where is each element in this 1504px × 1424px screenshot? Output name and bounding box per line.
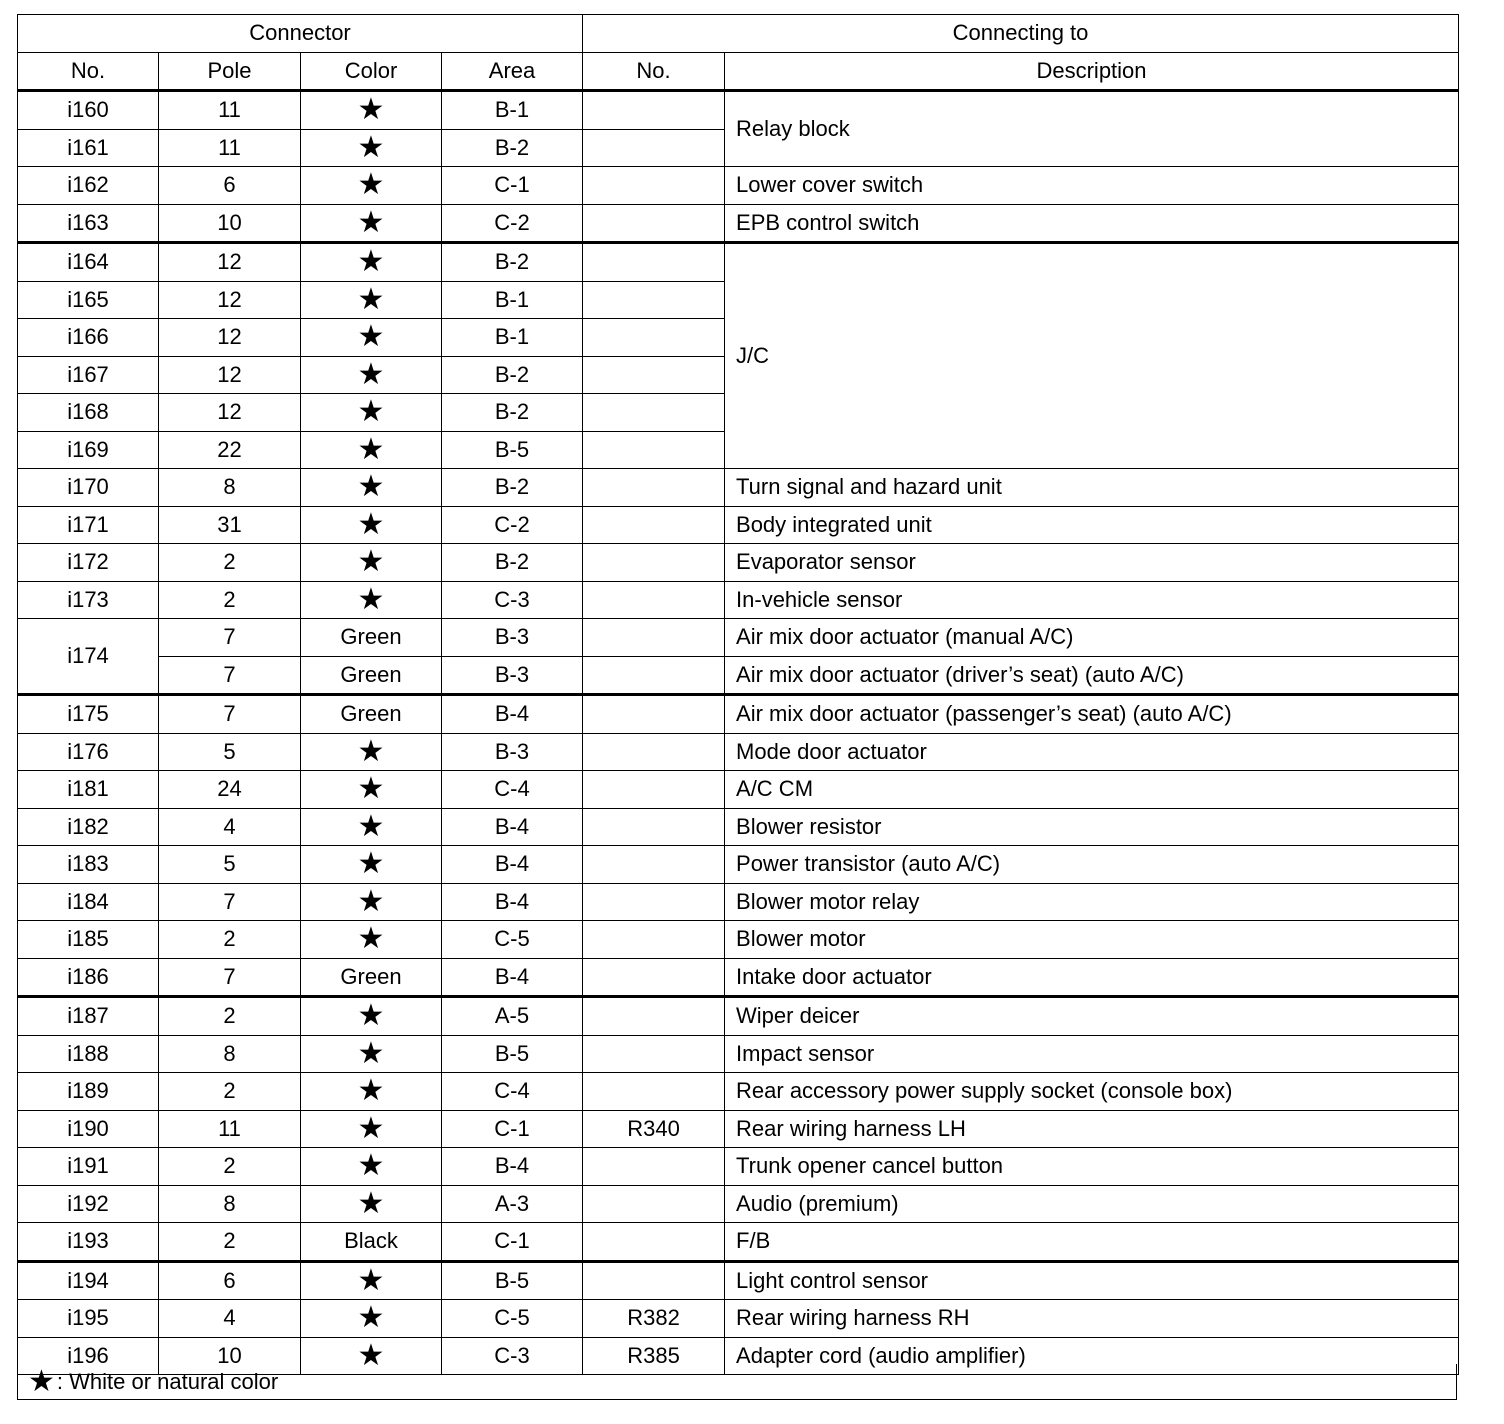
cell-description: Audio (premium): [725, 1185, 1459, 1223]
cell-area: B-4: [442, 883, 583, 921]
cell-pole: 7: [159, 958, 301, 997]
table-row: [18, 619, 1459, 657]
table-row: [18, 883, 1459, 921]
cell-area: B-5: [442, 431, 583, 469]
star-icon: ★: [301, 1073, 442, 1111]
star-icon: ★: [301, 204, 442, 243]
cell-area: B-4: [442, 695, 583, 734]
cell-connector-no: i189: [18, 1073, 159, 1111]
header-conn-no: No.: [583, 52, 725, 91]
cell-connector-no: i166: [18, 319, 159, 357]
cell-connector-no: i162: [18, 167, 159, 205]
star-icon: ★: [301, 997, 442, 1036]
table-row: [18, 167, 1459, 205]
cell-connector-no: i196: [18, 1337, 159, 1375]
cell-color: Green: [301, 619, 442, 657]
cell-connector-no: i181: [18, 771, 159, 809]
cell-area: B-2: [442, 394, 583, 432]
star-icon: ★: [301, 1337, 442, 1375]
cell-area: C-3: [442, 581, 583, 619]
cell-description: Evaporator sensor: [725, 544, 1459, 582]
cell-connecting-no: [583, 91, 725, 130]
cell-pole: 4: [159, 808, 301, 846]
cell-pole: 11: [159, 129, 301, 167]
cell-pole: 8: [159, 469, 301, 507]
table-row: [18, 581, 1459, 619]
cell-connector-no: i187: [18, 997, 159, 1036]
cell-connecting-no: [583, 167, 725, 205]
cell-pole: 12: [159, 356, 301, 394]
cell-connecting-no: [583, 1261, 725, 1300]
cell-pole: 11: [159, 91, 301, 130]
cell-connecting-no: [583, 356, 725, 394]
cell-connector-no: i161: [18, 129, 159, 167]
cell-description: Wiper deicer: [725, 997, 1459, 1036]
cell-area: B-2: [442, 356, 583, 394]
cell-description: A/C CM: [725, 771, 1459, 809]
table-body: [18, 91, 1459, 1375]
table-row: [18, 695, 1459, 734]
cell-color: Green: [301, 656, 442, 695]
cell-pole: 8: [159, 1035, 301, 1073]
table-row: [18, 1223, 1459, 1262]
cell-description: Blower motor relay: [725, 883, 1459, 921]
cell-description: Body integrated unit: [725, 506, 1459, 544]
star-icon: ★: [301, 846, 442, 884]
cell-description: Air mix door actuator (manual A/C): [725, 619, 1459, 657]
table-row: [18, 243, 1459, 282]
cell-color: Green: [301, 695, 442, 734]
star-icon: ★: [301, 1261, 442, 1300]
cell-pole: 5: [159, 733, 301, 771]
cell-connecting-no: [583, 129, 725, 167]
cell-area: B-3: [442, 733, 583, 771]
cell-area: B-2: [442, 469, 583, 507]
cell-connecting-no: [583, 1223, 725, 1262]
cell-connector-no: i194: [18, 1261, 159, 1300]
cell-description: EPB control switch: [725, 204, 1459, 243]
table-row: [18, 733, 1459, 771]
cell-area: B-4: [442, 1148, 583, 1186]
star-icon: ★: [301, 469, 442, 507]
star-icon: ★: [301, 1185, 442, 1223]
cell-area: B-1: [442, 91, 583, 130]
star-icon: ★: [301, 129, 442, 167]
table-row: [18, 1035, 1459, 1073]
cell-description: Air mix door actuator (passenger’s seat) (auto A/C): [725, 695, 1459, 734]
cell-connector-no: i186: [18, 958, 159, 997]
cell-connector-no: i188: [18, 1035, 159, 1073]
star-icon: ★: [301, 1035, 442, 1073]
cell-description: Mode door actuator: [725, 733, 1459, 771]
table-row: [18, 808, 1459, 846]
table-row: [18, 1073, 1459, 1111]
star-icon: ★: [301, 808, 442, 846]
cell-connector-no: i160: [18, 91, 159, 130]
cell-area: B-5: [442, 1261, 583, 1300]
table-row: [18, 544, 1459, 582]
cell-area: C-5: [442, 921, 583, 959]
cell-pole: 7: [159, 883, 301, 921]
header-color: Color: [301, 52, 442, 91]
cell-pole: 31: [159, 506, 301, 544]
cell-connector-no: i195: [18, 1300, 159, 1338]
cell-connecting-no: R382: [583, 1300, 725, 1338]
star-icon: ★: [301, 281, 442, 319]
cell-connecting-no: [583, 883, 725, 921]
cell-description: Rear accessory power supply socket (console box): [725, 1073, 1459, 1111]
cell-connector-no: i165: [18, 281, 159, 319]
cell-pole: 4: [159, 1300, 301, 1338]
table-row: [18, 921, 1459, 959]
header-group-row: [18, 15, 1459, 53]
cell-pole: 7: [159, 656, 301, 695]
header-connector: Connector: [18, 15, 583, 53]
table-row: [18, 958, 1459, 997]
table-row: [18, 1300, 1459, 1338]
star-icon: ★: [301, 356, 442, 394]
star-icon: ★: [301, 771, 442, 809]
cell-connector-no: i172: [18, 544, 159, 582]
cell-area: C-2: [442, 204, 583, 243]
cell-area: C-4: [442, 771, 583, 809]
cell-area: B-2: [442, 544, 583, 582]
cell-connector-no: i174: [18, 619, 159, 695]
cell-connecting-no: [583, 431, 725, 469]
cell-connector-no: i183: [18, 846, 159, 884]
header-area: Area: [442, 52, 583, 91]
cell-area: C-1: [442, 167, 583, 205]
star-icon: ★: [301, 319, 442, 357]
cell-connecting-no: [583, 808, 725, 846]
cell-connecting-no: [583, 1073, 725, 1111]
table-row: [18, 997, 1459, 1036]
star-icon: ★: [301, 431, 442, 469]
cell-pole: 6: [159, 167, 301, 205]
cell-connecting-no: [583, 394, 725, 432]
cell-pole: 2: [159, 544, 301, 582]
cell-area: A-3: [442, 1185, 583, 1223]
cell-connecting-no: R385: [583, 1337, 725, 1375]
star-icon: ★: [301, 506, 442, 544]
cell-pole: 12: [159, 281, 301, 319]
star-icon: ★: [301, 1148, 442, 1186]
cell-pole: 6: [159, 1261, 301, 1300]
cell-description: Relay block: [725, 91, 1459, 167]
cell-area: B-1: [442, 319, 583, 357]
cell-connecting-no: [583, 1148, 725, 1186]
cell-connecting-no: [583, 243, 725, 282]
header-column-row: [18, 52, 1459, 91]
cell-pole: 2: [159, 921, 301, 959]
cell-connecting-no: [583, 544, 725, 582]
cell-pole: 7: [159, 695, 301, 734]
cell-description: Lower cover switch: [725, 167, 1459, 205]
star-icon: ★: [301, 544, 442, 582]
table-row: [18, 1185, 1459, 1223]
cell-area: B-4: [442, 958, 583, 997]
cell-connecting-no: [583, 656, 725, 695]
cell-color: Black: [301, 1223, 442, 1262]
cell-description: Turn signal and hazard unit: [725, 469, 1459, 507]
cell-pole: 11: [159, 1110, 301, 1148]
cell-connector-no: i171: [18, 506, 159, 544]
cell-connecting-no: [583, 281, 725, 319]
star-icon: ★: [301, 394, 442, 432]
cell-pole: 12: [159, 319, 301, 357]
cell-area: C-1: [442, 1223, 583, 1262]
cell-area: C-5: [442, 1300, 583, 1338]
cell-description: Air mix door actuator (driver’s seat) (auto A/C): [725, 656, 1459, 695]
cell-pole: 7: [159, 619, 301, 657]
cell-connector-no: i192: [18, 1185, 159, 1223]
cell-area: B-3: [442, 619, 583, 657]
cell-connecting-no: [583, 695, 725, 734]
cell-connecting-no: [583, 1185, 725, 1223]
cell-pole: 12: [159, 243, 301, 282]
header-pole: Pole: [159, 52, 301, 91]
cell-connecting-no: [583, 771, 725, 809]
cell-description: Intake door actuator: [725, 958, 1459, 997]
cell-description: Rear wiring harness LH: [725, 1110, 1459, 1148]
cell-connector-no: i164: [18, 243, 159, 282]
cell-pole: 10: [159, 204, 301, 243]
table-row: [18, 1110, 1459, 1148]
cell-connecting-no: [583, 997, 725, 1036]
cell-color: Green: [301, 958, 442, 997]
cell-area: B-3: [442, 656, 583, 695]
cell-area: B-5: [442, 1035, 583, 1073]
cell-description: In-vehicle sensor: [725, 581, 1459, 619]
cell-description: Power transistor (auto A/C): [725, 846, 1459, 884]
cell-pole: 2: [159, 997, 301, 1036]
star-icon: ★: [28, 1364, 55, 1398]
cell-pole: 2: [159, 1148, 301, 1186]
cell-pole: 24: [159, 771, 301, 809]
cell-connecting-no: [583, 1035, 725, 1073]
cell-connecting-no: [583, 846, 725, 884]
table-row: [18, 1261, 1459, 1300]
cell-connector-no: i184: [18, 883, 159, 921]
cell-connector-no: i173: [18, 581, 159, 619]
cell-area: C-1: [442, 1110, 583, 1148]
cell-connector-no: i170: [18, 469, 159, 507]
table-row: [18, 506, 1459, 544]
cell-connector-no: i185: [18, 921, 159, 959]
cell-connector-no: i167: [18, 356, 159, 394]
table-row: [18, 91, 1459, 130]
table-row: [18, 771, 1459, 809]
cell-area: B-2: [442, 129, 583, 167]
star-icon: ★: [301, 167, 442, 205]
cell-area: B-1: [442, 281, 583, 319]
header-no: No.: [18, 52, 159, 91]
cell-pole: 2: [159, 1223, 301, 1262]
cell-pole: 12: [159, 394, 301, 432]
header-description: Description: [725, 52, 1459, 91]
cell-description: Rear wiring harness RH: [725, 1300, 1459, 1338]
cell-description: Impact sensor: [725, 1035, 1459, 1073]
cell-connecting-no: [583, 469, 725, 507]
cell-connector-no: i193: [18, 1223, 159, 1262]
cell-connector-no: i190: [18, 1110, 159, 1148]
cell-connector-no: i168: [18, 394, 159, 432]
header-connecting-to: Connecting to: [583, 15, 1459, 53]
cell-description: Blower motor: [725, 921, 1459, 959]
cell-area: B-2: [442, 243, 583, 282]
table-row: [18, 204, 1459, 243]
cell-pole: 8: [159, 1185, 301, 1223]
table-row: [18, 1148, 1459, 1186]
cell-pole: 5: [159, 846, 301, 884]
cell-connecting-no: [583, 733, 725, 771]
cell-connecting-no: [583, 506, 725, 544]
legend: [17, 1364, 1457, 1400]
cell-area: B-4: [442, 846, 583, 884]
cell-connecting-no: [583, 958, 725, 997]
cell-connector-no: i182: [18, 808, 159, 846]
cell-connecting-no: R340: [583, 1110, 725, 1148]
star-icon: ★: [301, 91, 442, 130]
cell-connecting-no: [583, 319, 725, 357]
cell-description: Blower resistor: [725, 808, 1459, 846]
cell-connector-no: i175: [18, 695, 159, 734]
connector-table: [17, 14, 1459, 1375]
cell-pole: 10: [159, 1337, 301, 1375]
cell-pole: 2: [159, 1073, 301, 1111]
legend-text: : White or natural color: [56, 1368, 279, 1394]
cell-connector-no: i176: [18, 733, 159, 771]
table-row: [18, 656, 1459, 695]
cell-area: A-5: [442, 997, 583, 1036]
cell-connector-no: i169: [18, 431, 159, 469]
cell-connecting-no: [583, 581, 725, 619]
cell-connector-no: i191: [18, 1148, 159, 1186]
star-icon: ★: [301, 883, 442, 921]
cell-pole: 22: [159, 431, 301, 469]
cell-connecting-no: [583, 921, 725, 959]
cell-description: Adapter cord (audio amplifier): [725, 1337, 1459, 1375]
cell-area: C-3: [442, 1337, 583, 1375]
cell-area: C-4: [442, 1073, 583, 1111]
cell-area: B-4: [442, 808, 583, 846]
star-icon: ★: [301, 921, 442, 959]
table-row: [18, 846, 1459, 884]
cell-description: J/C: [725, 243, 1459, 469]
cell-connecting-no: [583, 204, 725, 243]
star-icon: ★: [301, 1110, 442, 1148]
cell-description: F/B: [725, 1223, 1459, 1262]
cell-connector-no: i163: [18, 204, 159, 243]
cell-description: Trunk opener cancel button: [725, 1148, 1459, 1186]
star-icon: ★: [301, 733, 442, 771]
star-icon: ★: [301, 581, 442, 619]
star-icon: ★: [301, 243, 442, 282]
star-icon: ★: [301, 1300, 442, 1338]
cell-area: C-2: [442, 506, 583, 544]
cell-pole: 2: [159, 581, 301, 619]
cell-connecting-no: [583, 619, 725, 657]
cell-description: Light control sensor: [725, 1261, 1459, 1300]
table-row: [18, 469, 1459, 507]
